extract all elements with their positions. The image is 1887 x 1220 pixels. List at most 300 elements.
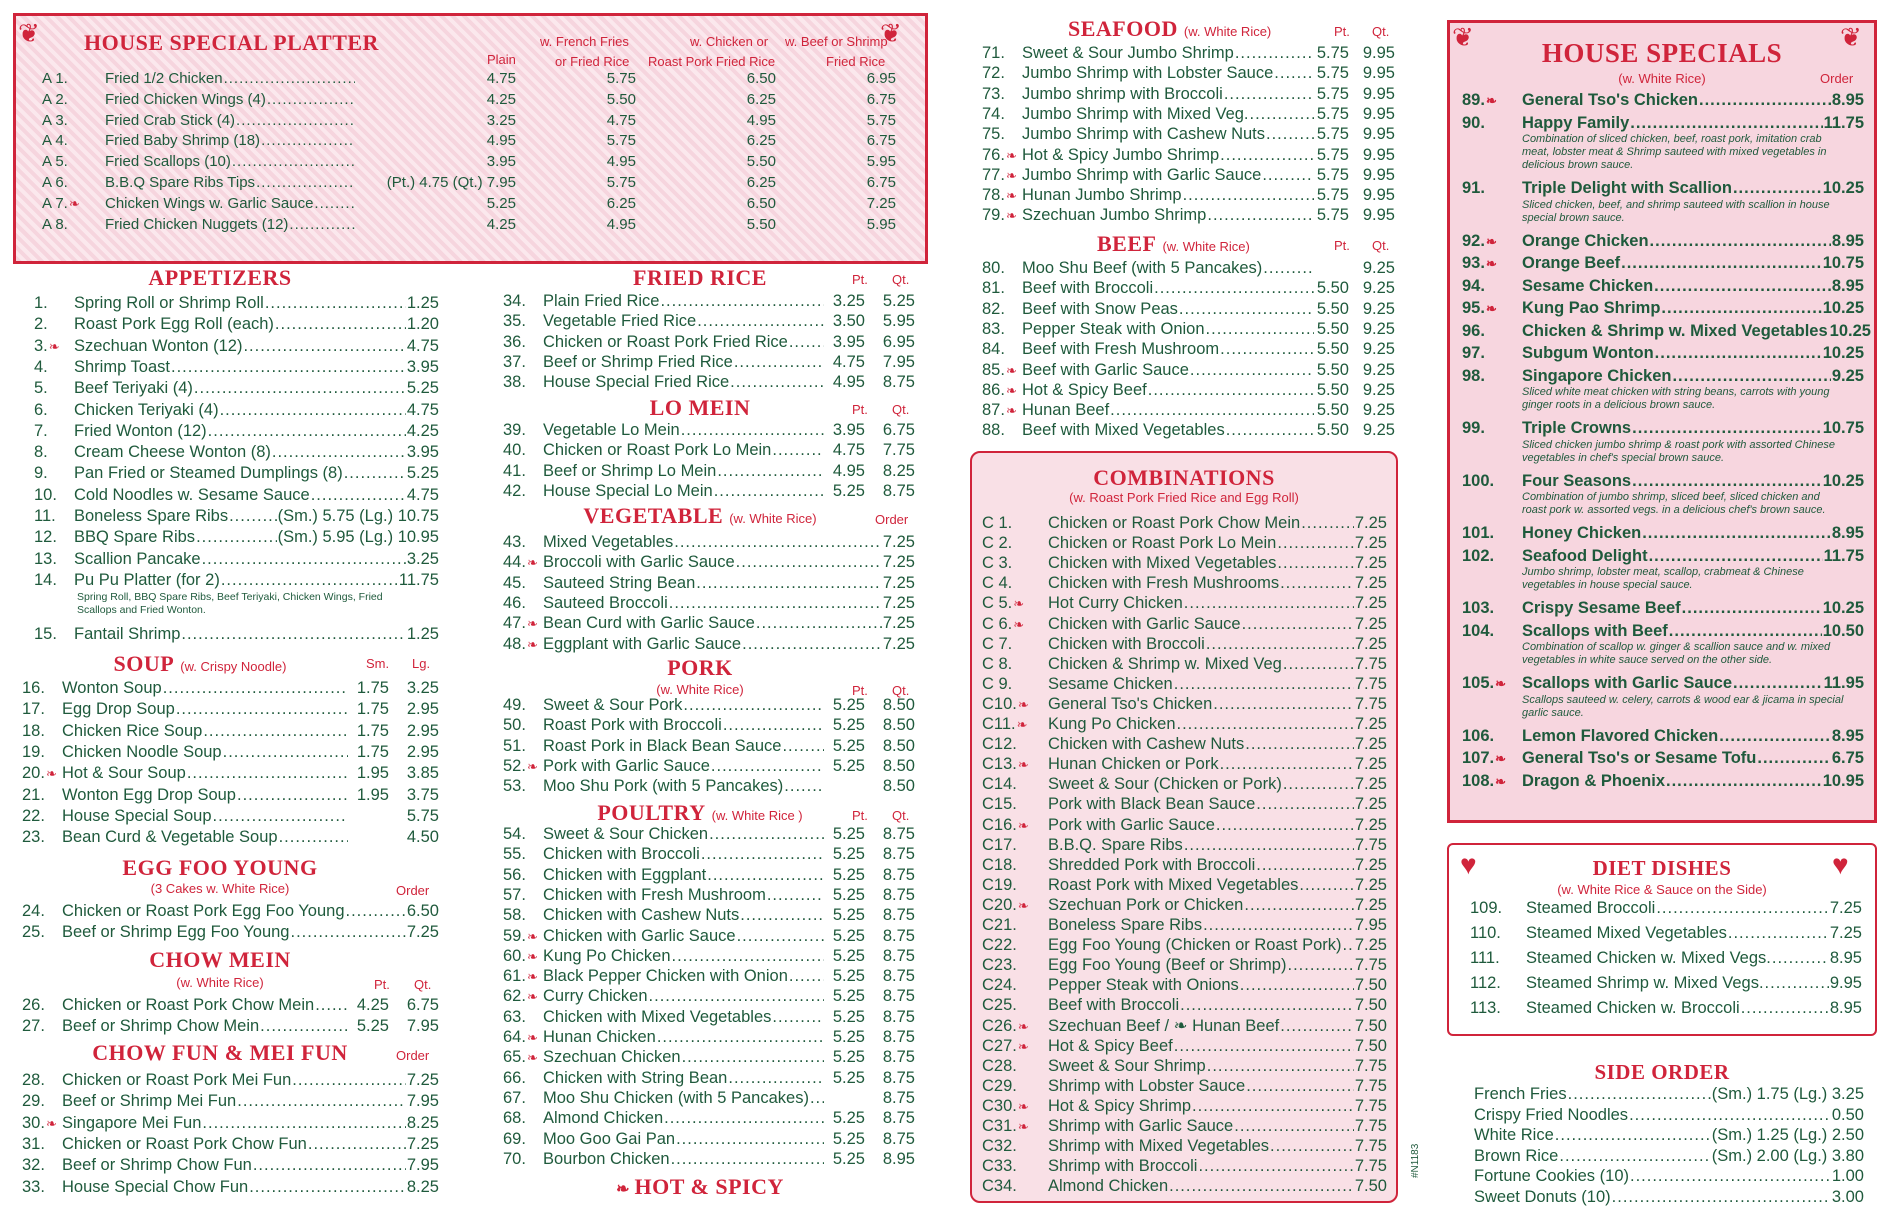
item-price: 5.50: [1316, 319, 1349, 338]
item-price: 5.75: [1316, 186, 1349, 205]
item-price: 7.25: [1354, 594, 1387, 613]
item-number-text: C 1.: [982, 514, 1013, 532]
item-price: 4.75: [832, 441, 865, 460]
item-number-text: 36.: [503, 332, 526, 351]
item-number: [42, 111, 105, 131]
item-number: [503, 824, 543, 844]
item-price: 5.25: [832, 906, 865, 925]
item-price: 4.25: [486, 215, 516, 233]
item-number: [42, 69, 105, 89]
item-name: Pu Pu Platter (for 2): [74, 570, 220, 589]
leader-dots: [208, 421, 406, 441]
menu-item: [22, 1091, 439, 1111]
item-price: (Sm.) 1.75 (Lg.) 3.25: [1711, 1085, 1864, 1103]
menu-item: [982, 1096, 1387, 1116]
item-number: [503, 776, 543, 796]
item-price: 7.75: [1354, 1096, 1387, 1115]
lomein-col-qt: Qt.: [892, 402, 910, 417]
item-price: 5.25: [832, 865, 865, 884]
menu-item: [982, 1036, 1387, 1056]
item-price: 3.95: [406, 443, 439, 462]
item-number-text: C20.: [982, 895, 1017, 914]
item-number: [503, 613, 543, 634]
menu-item: [982, 553, 1387, 573]
item-name: Beef or Shrimp Chow Fun: [62, 1156, 252, 1175]
item-number: [982, 955, 1048, 975]
leader-dots: [1148, 380, 1314, 400]
item-price: 5.25: [832, 481, 865, 500]
item-number: [1462, 748, 1522, 769]
leader-dots: [717, 461, 824, 481]
leader-dots: [1277, 533, 1354, 553]
item-number-text: C16.: [982, 815, 1017, 834]
item-name: Fried Chicken Wings (4): [105, 90, 266, 108]
combinations-title: COMBINATIONS: [1093, 465, 1275, 490]
menu-item: [22, 922, 439, 942]
item-name: Sauteed Broccoli: [543, 593, 668, 612]
item-number-text: 42.: [503, 481, 526, 500]
item-number-text: 111.: [1470, 949, 1500, 967]
item-number-text: 30.: [22, 1113, 45, 1132]
item-price: 10.95: [1822, 771, 1864, 790]
menu-item: [503, 1129, 915, 1149]
leader-dots: [194, 378, 406, 398]
pork-subtitle: (w. White Rice): [656, 682, 744, 697]
item-number-text: C 5.: [982, 594, 1013, 613]
item-price: 6.50: [746, 70, 776, 87]
leader-dots: [1630, 1166, 1831, 1186]
item-price: 7.75: [1354, 956, 1387, 975]
item-number-text: 75.: [982, 125, 1005, 144]
menu-item: [982, 995, 1387, 1015]
item-name: Egg Foo Young (Beef or Shrimp): [1048, 956, 1287, 975]
col-ff-1: w. French Fries: [540, 34, 629, 49]
item-price: 5.75: [1316, 145, 1349, 164]
item-number: [982, 935, 1048, 955]
item-price: 5.95: [882, 312, 915, 331]
item-name: Fortune Cookies (10): [1474, 1167, 1629, 1185]
item-price: 7.25: [406, 1134, 439, 1153]
item-price: 7.25: [1354, 614, 1387, 633]
item-name: Chicken Rice Soup: [62, 721, 203, 740]
item-price: 6.75: [1831, 749, 1864, 767]
item-number: [503, 736, 543, 756]
menu-item: [34, 570, 439, 590]
hot-spicy-icon: ❧: [1013, 596, 1025, 612]
item-name: House Special Fried Rice: [543, 373, 730, 392]
menu-item: [503, 352, 915, 372]
item-price: 4.95: [606, 215, 636, 233]
ribbon-icon: ❦: [1452, 22, 1474, 52]
item-number: [503, 461, 543, 481]
item-number-text: 95.: [1462, 299, 1485, 317]
col-ch-1: w. Chicken or: [690, 34, 769, 49]
hot-spicy-icon: ❧: [1017, 696, 1029, 712]
item-name: Almond Chicken: [543, 1109, 664, 1128]
item-price: 6.95: [866, 70, 896, 87]
item-number: [1462, 471, 1522, 491]
seafood-col-qt: Qt.: [1372, 24, 1390, 39]
item-number: [503, 573, 543, 593]
leader-dots: [176, 699, 348, 719]
item-price: 11.95: [1823, 674, 1864, 692]
item-name: Chicken or Roast Pork Chow Fun: [62, 1134, 307, 1153]
leader-dots: [810, 1088, 824, 1108]
item-number-text: 77.: [982, 165, 1005, 184]
item-price: 7.75: [1354, 1157, 1387, 1176]
menu-item: [1462, 231, 1864, 251]
leader-dots: [289, 215, 355, 235]
item-price: 6.75: [406, 996, 439, 1014]
item-price: 9.25: [1362, 340, 1395, 359]
menu-item: [1462, 418, 1864, 438]
leader-dots: [1206, 634, 1354, 654]
item-description: Scallops sauteed w. celery, carrots & wood ear & jicama in special garlic sauce.: [1522, 693, 1844, 719]
item-number: [503, 1068, 543, 1088]
menu-item: [34, 442, 439, 462]
item-number-text: C29.: [982, 1076, 1017, 1095]
menu-item: [1462, 523, 1864, 543]
item-name: Beef with Broccoli: [1022, 279, 1154, 298]
item-name: Chicken & Shrimp w. Mixed Vegetables: [1522, 321, 1828, 340]
item-number-text: 108.: [1462, 771, 1495, 790]
menu-item: [22, 1155, 439, 1175]
leader-dots: [1757, 748, 1830, 768]
item-name: Hot & Spicy Beef: [1048, 1036, 1173, 1055]
item-name: Spring Roll or Shrimp Roll: [74, 294, 264, 312]
item-price: 8.95: [882, 1149, 915, 1168]
item-price: 5.75: [1316, 165, 1349, 184]
item-name: Chicken with Broccoli: [543, 845, 700, 864]
item-name: Shrimp with Broccoli: [1048, 1157, 1198, 1176]
item-name: Jumbo Shrimp with Lobster Sauce: [1022, 64, 1274, 83]
item-name: Brown Rice: [1474, 1146, 1559, 1165]
item-name: Curry Chicken: [543, 987, 648, 1006]
item-price: (Sm.) 5.95 (Lg.) 10.95: [277, 528, 439, 547]
item-number: [982, 754, 1048, 775]
item-price: 3.85: [406, 764, 439, 783]
leader-dots: [1299, 875, 1353, 895]
leader-dots: [1741, 998, 1829, 1018]
item-price: 3.95: [406, 357, 439, 376]
menu-item: [503, 824, 915, 844]
menu-item: [34, 527, 439, 547]
leader-dots: [1629, 1105, 1831, 1125]
item-price: 2.95: [406, 721, 439, 740]
item-number-text: 88.: [982, 421, 1005, 440]
item-number-text: 10.: [34, 485, 57, 504]
hot-spicy-icon: ❧: [1017, 897, 1029, 913]
item-number-text: 34.: [503, 292, 526, 310]
item-number-text: 106.: [1462, 726, 1495, 745]
leader-dots: [789, 332, 824, 352]
item-number-text: 112.: [1470, 974, 1501, 992]
item-name: Cream Cheese Wonton (8): [74, 443, 271, 462]
hot-spicy-icon: ❧: [1005, 208, 1017, 224]
item-name: Fried Chicken Nuggets (12): [105, 215, 289, 233]
item-price: 9.25: [1831, 366, 1864, 385]
leader-dots: [696, 573, 882, 593]
item-name: Dragon & Phoenix: [1522, 771, 1666, 790]
poultry-col-pt: Pt.: [852, 808, 868, 823]
leader-dots: [1234, 1116, 1354, 1136]
item-number: [1462, 418, 1522, 438]
item-number-text: 53.: [503, 777, 526, 796]
item-name: Hunan Jumbo Shrimp: [1022, 186, 1182, 205]
item-price: 9.95: [1362, 104, 1395, 123]
item-price: 1.75: [356, 679, 389, 697]
item-name: Bean Curd with Garlic Sauce: [543, 614, 755, 633]
item-price: 9.25: [1362, 360, 1395, 379]
item-price: 6.95: [882, 332, 915, 351]
item-price: 3.25: [832, 292, 865, 310]
item-name: Jumbo Shrimp with Garlic Sauce: [1022, 165, 1262, 184]
item-price: 7.25: [1829, 924, 1862, 942]
eggfoo-col-order: Order: [396, 883, 430, 898]
item-price: 5.25: [832, 1068, 865, 1087]
item-price: 7.25: [1354, 574, 1387, 593]
item-name: Beef with Snow Peas: [1022, 299, 1178, 318]
item-price: 5.25: [832, 825, 865, 843]
specials-title: HOUSE SPECIALS: [1541, 38, 1783, 68]
item-price: 8.75: [882, 926, 915, 945]
item-number-text: 24.: [22, 902, 45, 920]
menu-item: [982, 593, 1387, 613]
item-number: [503, 420, 543, 440]
item-name: Sweet & Sour Jumbo Shrimp: [1022, 44, 1234, 62]
item-price: 10.75: [1822, 419, 1864, 437]
beef-col-qt: Qt.: [1372, 238, 1390, 253]
item-name: Fried 1/2 Chicken: [105, 70, 223, 87]
item-price: 8.75: [882, 825, 915, 843]
menu-item: [22, 1016, 439, 1036]
friedrice-title: FRIED RICE: [633, 265, 767, 290]
item-price: 7.25: [882, 573, 915, 592]
item-name: Hunan Chicken: [543, 1028, 656, 1046]
item-name: Roast Pork with Broccoli: [543, 716, 722, 735]
item-name: Seafood Delight: [1522, 546, 1648, 565]
item-number-text: 63.: [503, 1007, 526, 1026]
leader-dots: [1183, 185, 1314, 205]
menu-item: [1474, 1084, 1864, 1104]
item-number-text: 20.: [22, 764, 45, 783]
item-price: 1.00: [1831, 1167, 1864, 1185]
menu-item: [982, 935, 1387, 955]
item-number: [1470, 923, 1526, 943]
menu-item: [1462, 621, 1864, 641]
friedrice-col-qt: Qt.: [892, 272, 910, 287]
item-name: Singapore Mei Fun: [62, 1113, 202, 1132]
hot-spicy-icon: ❧: [1485, 256, 1497, 271]
item-number-text: 23.: [22, 828, 45, 847]
leader-dots: [1169, 1176, 1354, 1196]
item-price: 5.50: [1316, 279, 1349, 298]
leader-dots: [1206, 319, 1314, 339]
hot-spicy-icon: ❧: [1017, 757, 1029, 773]
leader-dots: [1250, 104, 1314, 124]
item-number: [503, 372, 543, 392]
item-number-text: 81.: [982, 279, 1005, 298]
item-name: Sesame Chicken: [1048, 674, 1173, 693]
item-number: [1462, 253, 1522, 274]
item-name: Kung Po Chicken: [1048, 715, 1176, 733]
item-name: Boneless Spare Ribs: [1048, 916, 1203, 934]
menu-item: [34, 378, 439, 398]
item-price: 5.95: [866, 153, 896, 171]
item-price: 7.95: [406, 1156, 439, 1175]
item-price: 9.95: [1362, 84, 1395, 103]
leader-dots: [292, 1070, 406, 1090]
hot-spicy-icon: ❧: [1485, 301, 1497, 316]
item-number: [503, 332, 543, 352]
item-price: 5.75: [1316, 64, 1349, 83]
hot-spicy-icon: ❧: [526, 1030, 538, 1045]
item-price: 7.25: [1354, 514, 1387, 532]
item-number: [34, 463, 74, 483]
menu-item: [1462, 90, 1864, 110]
leader-dots: [253, 1155, 406, 1175]
item-number: [34, 549, 74, 569]
menu-item: [982, 299, 1395, 319]
item-name: Chicken with Mixed Vegetables: [1048, 554, 1277, 573]
pork-col-qt: Qt.: [892, 683, 910, 698]
item-name: Chicken with String Bean: [543, 1068, 728, 1087]
item-number: [1462, 231, 1522, 252]
item-number-text: 22.: [22, 806, 45, 825]
item-price: 8.75: [882, 906, 915, 925]
menu-item: [503, 613, 915, 633]
item-number-text: 21.: [22, 785, 45, 804]
item-price: 3.95: [832, 421, 865, 439]
item-name: Chicken with Cashew Nuts: [1048, 735, 1245, 754]
item-number: [22, 1070, 62, 1090]
menu-item: [34, 357, 439, 377]
hot-spicy-icon: ❧: [1005, 403, 1017, 419]
hot-spicy-icon: ❧: [1005, 382, 1017, 398]
item-name: Steamed Mixed Vegetables: [1526, 924, 1727, 942]
item-number-text: 50.: [503, 716, 526, 735]
item-price: 4.95: [486, 132, 516, 150]
item-number-text: 1.: [34, 294, 48, 312]
item-number-text: 74.: [982, 104, 1005, 123]
item-name: Hot & Spicy Beef: [1022, 380, 1147, 399]
item-number-text: 49.: [503, 696, 526, 714]
leader-dots: [1242, 614, 1354, 634]
item-name: Chicken or Roast Pork Lo Mein: [1048, 534, 1277, 553]
menu-item: [982, 674, 1387, 694]
menu-item: [1474, 1187, 1864, 1207]
item-price: 7.75: [1354, 1117, 1387, 1135]
item-number: [982, 895, 1048, 916]
leader-dots: [683, 695, 824, 715]
item-name: Chicken with Garlic Sauce: [543, 926, 736, 945]
item-number: [34, 421, 74, 441]
leader-dots: [1283, 654, 1354, 674]
hot-spicy-icon: ❧: [1016, 717, 1028, 732]
hot-spicy-icon: ❧: [526, 758, 538, 774]
item-price: 8.75: [882, 1028, 915, 1046]
item-name: Chicken with Garlic Sauce: [1048, 614, 1241, 633]
item-number: [503, 695, 543, 715]
item-price: 5.75: [1316, 104, 1349, 123]
item-number-text: 62.: [503, 987, 526, 1006]
item-number: [982, 614, 1048, 635]
item-number: [1470, 898, 1526, 918]
item-number-text: 56.: [503, 865, 526, 884]
leader-dots: [1184, 593, 1354, 613]
item-price: 5.50: [1316, 380, 1349, 399]
item-number-text: C18.: [982, 855, 1017, 874]
item-number: [503, 532, 543, 552]
item-name: Chicken with Fresh Mushrooms: [1048, 574, 1280, 593]
item-price: 11.75: [1823, 546, 1864, 565]
leader-dots: [1655, 343, 1822, 363]
item-number-text: C28.: [982, 1056, 1017, 1075]
item-price: 10.25: [1822, 344, 1864, 362]
menu-item: [982, 855, 1387, 875]
item-number-text: 90.: [1462, 113, 1485, 132]
leader-dots: [1154, 278, 1314, 298]
hot-spicy-icon: ❧: [526, 1050, 538, 1066]
menu-item: [982, 915, 1387, 935]
hot-icon: ❧: [616, 1181, 635, 1198]
item-price: 7.25: [1354, 775, 1387, 794]
item-price: 1.95: [356, 764, 389, 783]
item-price: 10.25: [1829, 321, 1871, 340]
item-price: 10.25: [1822, 299, 1864, 317]
menu-item: [503, 946, 915, 966]
item-number-text: 16.: [22, 679, 45, 697]
leader-dots: [701, 844, 824, 864]
item-price: 4.75: [606, 111, 636, 129]
chowfun-col-order: Order: [396, 1048, 430, 1063]
item-number: [34, 400, 74, 420]
item-name: Pork with Garlic Sauce: [543, 756, 710, 775]
item-number-text: 64.: [503, 1028, 526, 1046]
item-name: Moo Shu Beef (with 5 Pancakes): [1022, 259, 1263, 277]
item-number-text: 27.: [22, 1017, 45, 1036]
item-price: 9.95: [1362, 186, 1395, 205]
leader-dots: [674, 532, 882, 552]
vegetable-title: VEGETABLE (w. White Rice): [583, 503, 817, 528]
item-price: 5.75: [606, 174, 636, 191]
leader-dots: [1650, 231, 1831, 251]
eggfoo-title: EGG FOO YOUNG: [122, 855, 318, 880]
menu-item: [1462, 321, 1871, 341]
item-price: 5.25: [832, 1028, 865, 1046]
item-number-text: 2.: [34, 315, 48, 334]
leader-dots: [1244, 895, 1354, 915]
item-price: 8.50: [882, 696, 915, 714]
item-name: Sweet & Sour Shrimp: [1048, 1056, 1206, 1075]
leader-dots: [1256, 794, 1354, 814]
menu-item: [22, 699, 439, 719]
item-number: [22, 785, 62, 805]
menu-item: [982, 339, 1395, 359]
hot-spicy-icon: ❧: [526, 928, 538, 944]
leader-dots: [1301, 513, 1354, 533]
menu-item: [503, 865, 915, 885]
item-name: Pan Fried or Steamed Dumplings (8): [74, 464, 343, 483]
menu-item: [982, 1016, 1387, 1036]
side-title: SIDE ORDER: [1594, 1060, 1730, 1084]
item-number: [22, 742, 62, 762]
item-name: Subgum Wonton: [1522, 344, 1654, 362]
leader-dots: [669, 593, 882, 613]
item-number-text: 109.: [1470, 899, 1503, 917]
item-price: 6.25: [746, 132, 776, 150]
menu-item: [34, 549, 439, 569]
